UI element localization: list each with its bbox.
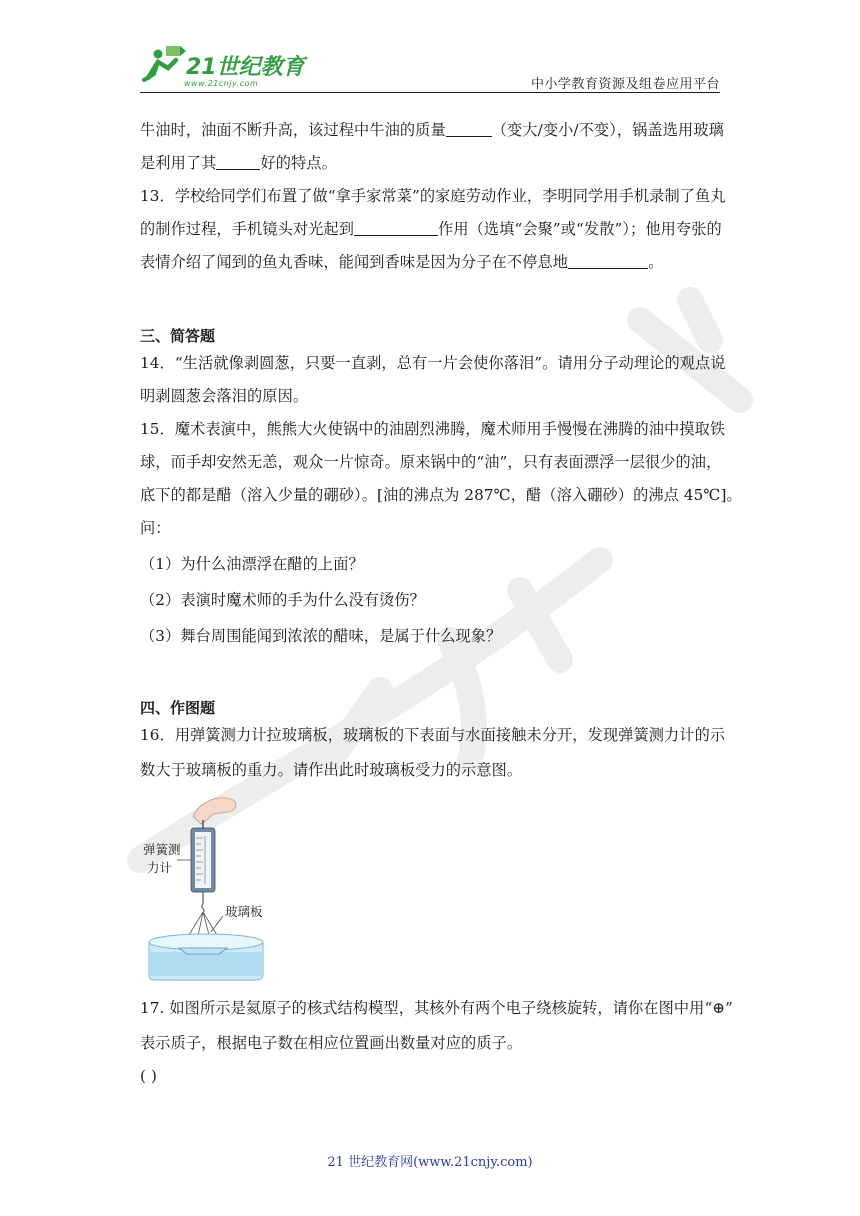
q16-line-2: 数大于玻璃板的重力。请作出此时玻璃板受力的示意图。 [140,761,523,779]
q14-line-1: 14．“生活就像剥圆葱，只要一直剥，总有一片会使你落泪”。请用分子动理论的观点说 [140,354,726,372]
q17-line-2: 表示质子，根据电子数在相应位置画出数量对应的质子。 [140,1034,523,1052]
header-divider [140,92,720,93]
q17-answer-paren[interactable]: ( ) [140,1067,157,1085]
answer-blank[interactable] [568,254,648,269]
q13-line-3 [140,251,663,272]
label-spring-scale-2: 力计 [147,860,173,875]
hand-icon [193,798,236,824]
text: 好的特点。 [260,154,337,172]
platform-name: 中小学教育资源及组卷应用平台 [530,77,720,92]
text: （变大/变小/不变），锅盖选用玻璃 [491,121,724,139]
q15-line-3: 底下的都是醋（溶入少量的硼砂）。[油的沸点为 287℃，醋（溶入硼砂）的沸点 45℃]。 [140,486,742,504]
text: 牛油时，油面不断升高，该过程中牛油的质量 [140,121,446,139]
section-4-heading: 四、作图题 [140,699,216,717]
q13-line-1: 13．学校给同学们布置了做“拿手家常菜”的家庭劳动作业，李明同学用手机录制了鱼丸 [140,187,726,205]
answer-blank[interactable] [446,122,492,137]
text: 作用（选填“会聚”或“发散”）；他用夸张的 [438,220,722,238]
text: 是利用了其 [140,154,217,172]
text: 。 [648,253,664,271]
q15-line-1: 15．魔术表演中，熊熊大火使锅中的油剧烈沸腾，魔术师用手慢慢在沸腾的油中摸取铁 [140,420,726,438]
answer-blank[interactable] [216,155,260,170]
water [149,952,263,976]
spring-scale-illustration [143,792,275,982]
q15-sub-3: （3）舞台周围能闻到浓浓的醋味，是属于什么现象？ [140,627,502,645]
page-header [140,40,720,92]
q15-sub-2: （2）表演时魔术师的手为什么没有烫伤？ [140,591,425,609]
q17-line-1: 17. 如图所示是氦原子的核式结构模型，其核外有两个电子绕核旋转，请你在图中用“⊕” [140,999,733,1017]
logo [140,40,310,90]
page-footer: 21 世纪教育网(www.21cnjy.com) [327,1155,533,1170]
q14-line-2: 明剥圆葱会落泪的原因。 [140,387,309,405]
label-spring-scale-1: 弹簧测 [143,842,181,857]
svg-text:21世纪教育: 21世纪教育 [186,55,305,80]
q15-sub-1: （1）为什么油漂浮在醋的上面？ [140,555,364,573]
svg-text:www.21cnjy.com: www.21cnjy.com [184,79,259,88]
answer-blank[interactable] [354,221,438,236]
q15-line-2: 球，而手却安然无恙，观众一片惊奇。原来锅中的“油”，只有表面漂浮一层很少的油， [140,453,722,471]
text: 表情介绍了闻到的鱼丸香味，能闻到香味是因为分子在不停息地 [140,253,569,271]
q15-line-4: 问： [140,519,171,537]
q13-line-2 [140,218,722,239]
spring-scale-figure [143,792,275,982]
q12-line-1 [140,119,724,140]
text: 的制作过程，手机镜头对光起到 [140,220,355,238]
glass-plate-icon [179,948,227,954]
q12-line-2 [140,152,337,173]
section-3-heading: 三、简答题 [140,327,216,345]
q16-line-1: 16．用弹簧测力计拉玻璃板，玻璃板的下表面与水面接触未分开，发现弹簧测力计的示 [140,726,726,744]
label-glass-plate: 玻璃板 [225,904,263,919]
